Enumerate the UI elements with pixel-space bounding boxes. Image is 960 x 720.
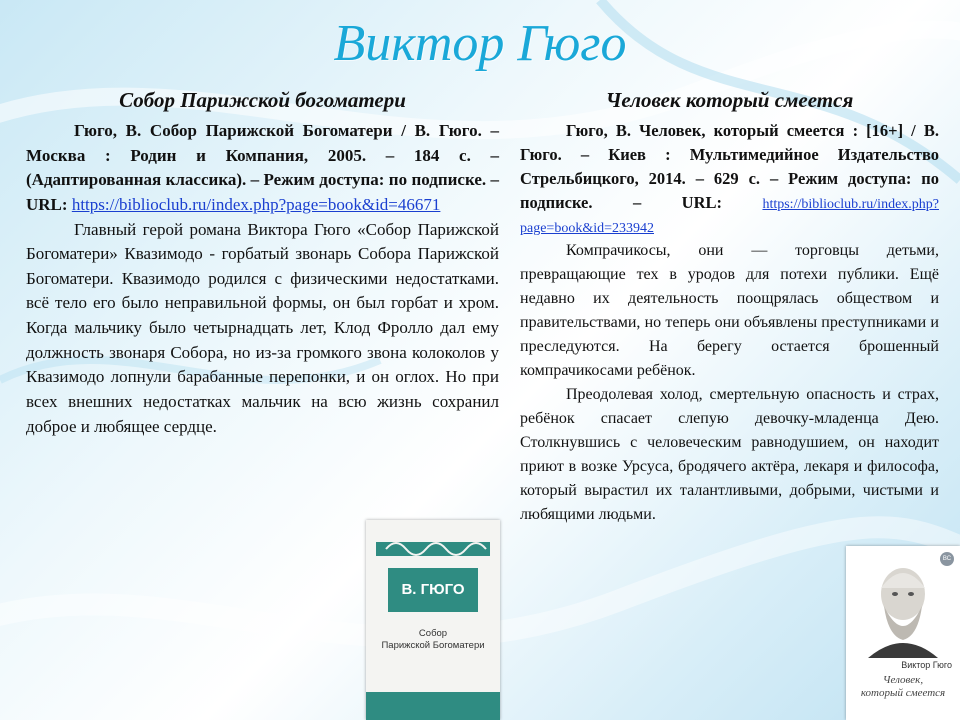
right-book-link[interactable]: https://biblioclub.ru/index.php?page=book&id=233942 [520,196,939,237]
right-column [520,88,939,527]
left-cover-bottom-band [366,692,500,720]
left-biblio-text: Гюго, В. Собор Парижской Богоматери / В. Гюго. – Москва : Родин и Компания, 2005. – 184 с. – (Адаптированная классика). – Режим доступа: по подписке. – URL: [26,121,499,214]
right-cover-title-line1: Человек, [882,674,924,686]
left-column [26,88,499,439]
left-cover-title-line2: Парижской Богоматери [381,639,485,651]
left-book-link[interactable]: https://biblioclub.ru/index.php?page=book&id=46671 [71,194,441,214]
left-book-cover [366,520,500,720]
left-cover-author: В. ГЮГО [388,568,478,612]
right-cover-title [850,674,956,699]
right-bibliographic-record [520,119,939,239]
slide-title: Виктор Гюго [333,15,627,72]
right-biblio-text: Гюго, В. Человек, который смеется : [16+] / В. Гюго. – Киев : Мультимедийное Издательство Стрельбицкого, 2014. – 629 с. – Режим доступа: по подписке. – URL: [520,121,939,212]
author-portrait-icon [854,554,952,658]
left-description: Главный герой романа Виктора Гюго «Собор Парижской Богоматери» Квазимодо - горбатый звонарь Собора Парижской Богоматери. Квазимодо родился с физическими недостатками. всё тело его было неправильной формы, он был горбат и хром. Когда мальчику было четырнадцать лет, Клод Фролло дал ему должность звонаря Собора, но из-за громкого звона колоколов у Квазимодо лопнули барабанные перепонки, и он оглох. Но при всех внешних недостатках мальчик на всю жизнь сохранил доброе и любящее сердце. [26,219,499,436]
cover-ornament-icon [376,534,490,564]
left-book-heading: Собор Парижской богоматери [119,88,406,112]
right-cover-author: Виктор Гюго [901,660,952,670]
right-book-heading: Человек который смеется [605,88,854,112]
right-book-cover [846,546,960,720]
left-cover-title [366,628,500,652]
left-cover-title-line1: Собор [418,628,448,639]
right-description-2: Преодолевая холод, смертельную опасность и страх, ребёнок спасает слепую девочку-младенца Дею. Столкнувшись с человеческим равнодушием, он находит приют в возке Урсуса, бродячего актёра, лекаря и философа, который вырастил их талантливыми, добрыми, чистыми и любящими людьми. [520,386,939,524]
right-cover-title-line2: который смеется [860,686,946,699]
left-bibliographic-record [26,119,499,218]
right-description-1: Компрачикосы, они — торговцы детьми, превращающие тех в уродов для потехи публики. Ещё недавно их деятельность поощрялась обществом и правительствами, но теперь они объявлены преступниками и преследуются. На берегу остается брошенный компрачикосами ребёнок. [520,242,939,380]
publisher-badge: ВС [940,552,954,566]
